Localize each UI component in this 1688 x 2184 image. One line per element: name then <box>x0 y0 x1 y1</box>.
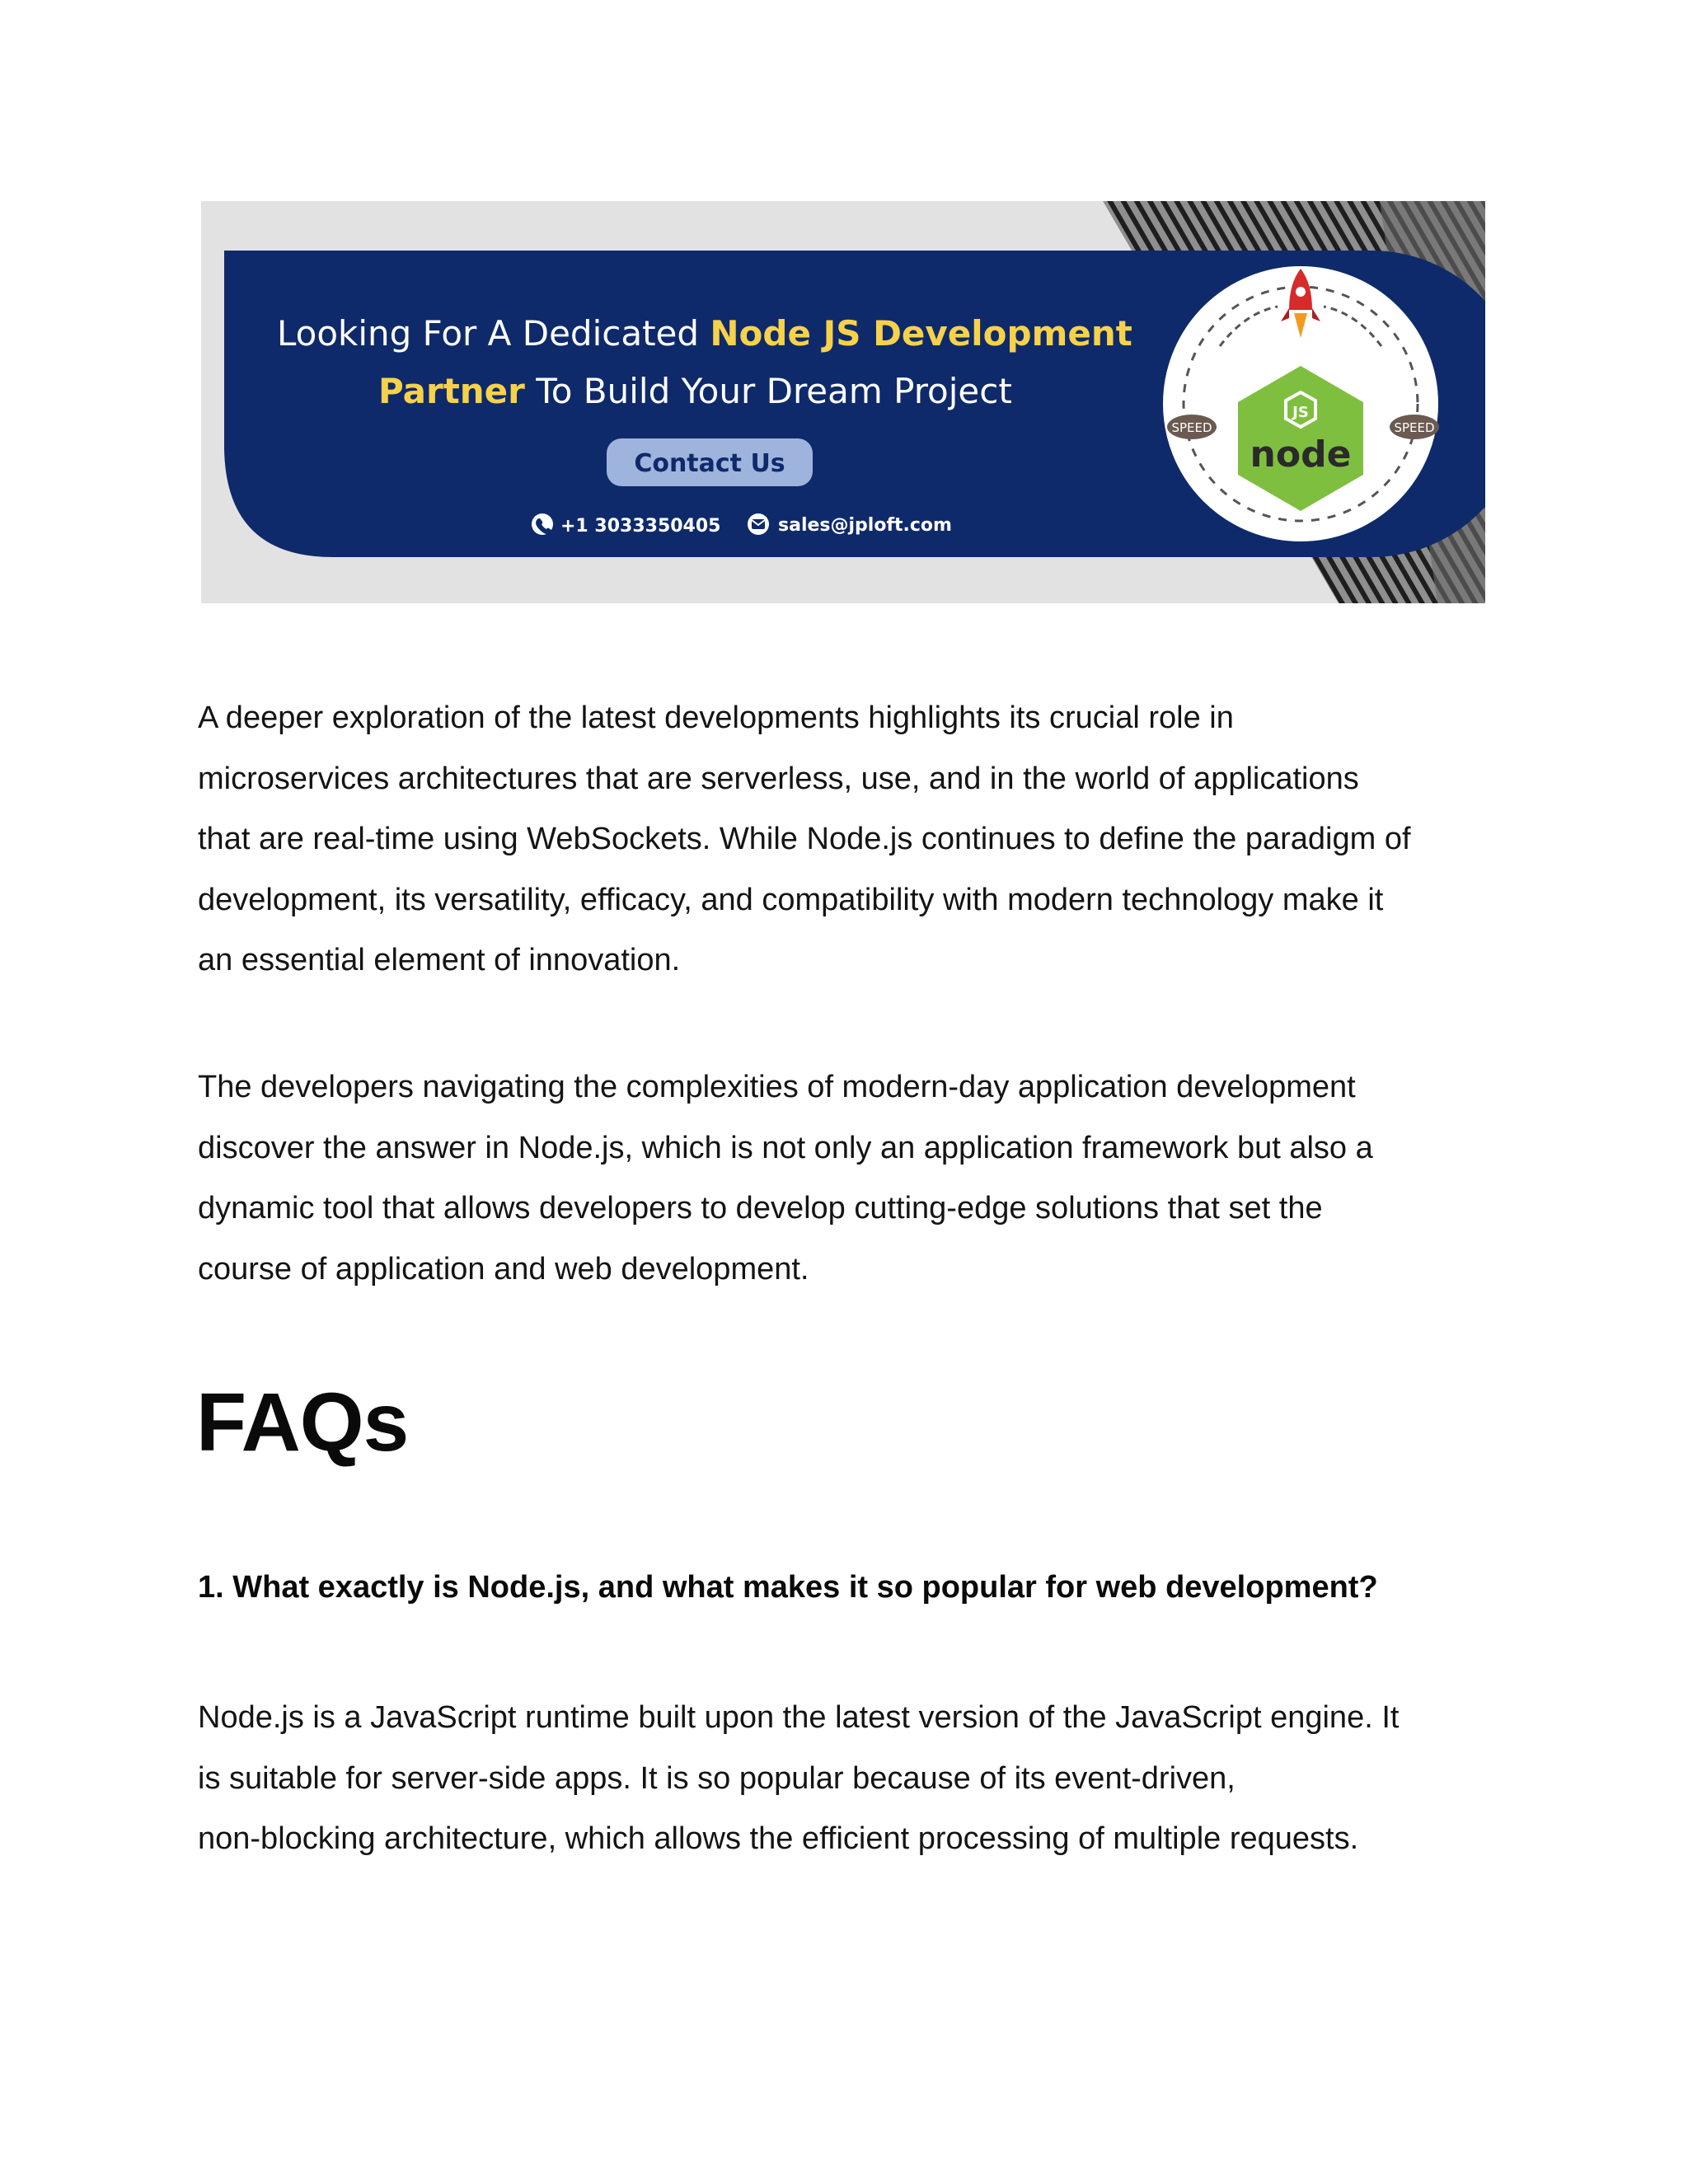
text-line: development, its versatility, efficacy, and compatibility with modern technology make it <box>198 882 1384 917</box>
banner-headline-line2: Partner To Build Your Dream Project <box>378 371 1012 411</box>
speed-badge-left <box>1167 415 1217 439</box>
text-line: is suitable for server-side apps. It is so popular because of its event-driven, <box>198 1760 1236 1796</box>
paragraph-1 <box>198 688 1500 991</box>
phone-contact[interactable] <box>532 513 720 537</box>
text-line: that are real-time using WebSockets. While Node.js continues to define the paradigm of <box>198 822 1411 856</box>
promo-banner[interactable] <box>201 201 1485 603</box>
text-line: discover the answer in Node.js, which is not only an application framework but also a <box>198 1130 1373 1165</box>
node-wordmark: node <box>1250 434 1352 476</box>
text-line: Node.js is a JavaScript runtime built upon the latest version of the JavaScript engine. It <box>198 1700 1400 1735</box>
banner-headline-line1: Looking For A Dedicated Node JS Development <box>277 313 1132 354</box>
faq-answer-1 <box>198 1688 1500 1870</box>
svg-text:SPEED: SPEED <box>1394 420 1435 435</box>
text-line: non-blocking architecture, which allows the efficient processing of multiple requests. <box>198 1821 1359 1856</box>
speed-badge-right <box>1390 415 1439 439</box>
node-logo-circle <box>1160 264 1441 544</box>
text-line: A deeper exploration of the latest developments highlights its crucial role in <box>198 701 1234 735</box>
email-contact[interactable] <box>748 513 952 536</box>
faq-question-1: 1. What exactly is Node.js, and what makes it so popular for web development? <box>198 1570 1378 1605</box>
phone-number: +1 3033350405 <box>560 516 721 537</box>
faq-heading: FAQs <box>196 1376 409 1469</box>
text-line: dynamic tool that allows developers to develop cutting-edge solutions that set the <box>198 1191 1323 1226</box>
text-line: an essential element of innovation. <box>198 943 681 977</box>
text-line: course of application and web development. <box>198 1251 809 1286</box>
svg-text:SPEED: SPEED <box>1171 420 1212 435</box>
text-line: The developers navigating the complexities of modern-day application development <box>198 1070 1356 1104</box>
paragraph-2 <box>198 1057 1500 1300</box>
contact-us-button[interactable] <box>607 438 813 486</box>
text-line: microservices architectures that are serverless, use, and in the world of applications <box>198 761 1359 796</box>
svg-text:Contact Us: Contact Us <box>634 449 785 478</box>
email-address: sales@jploft.com <box>778 515 952 536</box>
js-badge: JS <box>1292 404 1309 421</box>
